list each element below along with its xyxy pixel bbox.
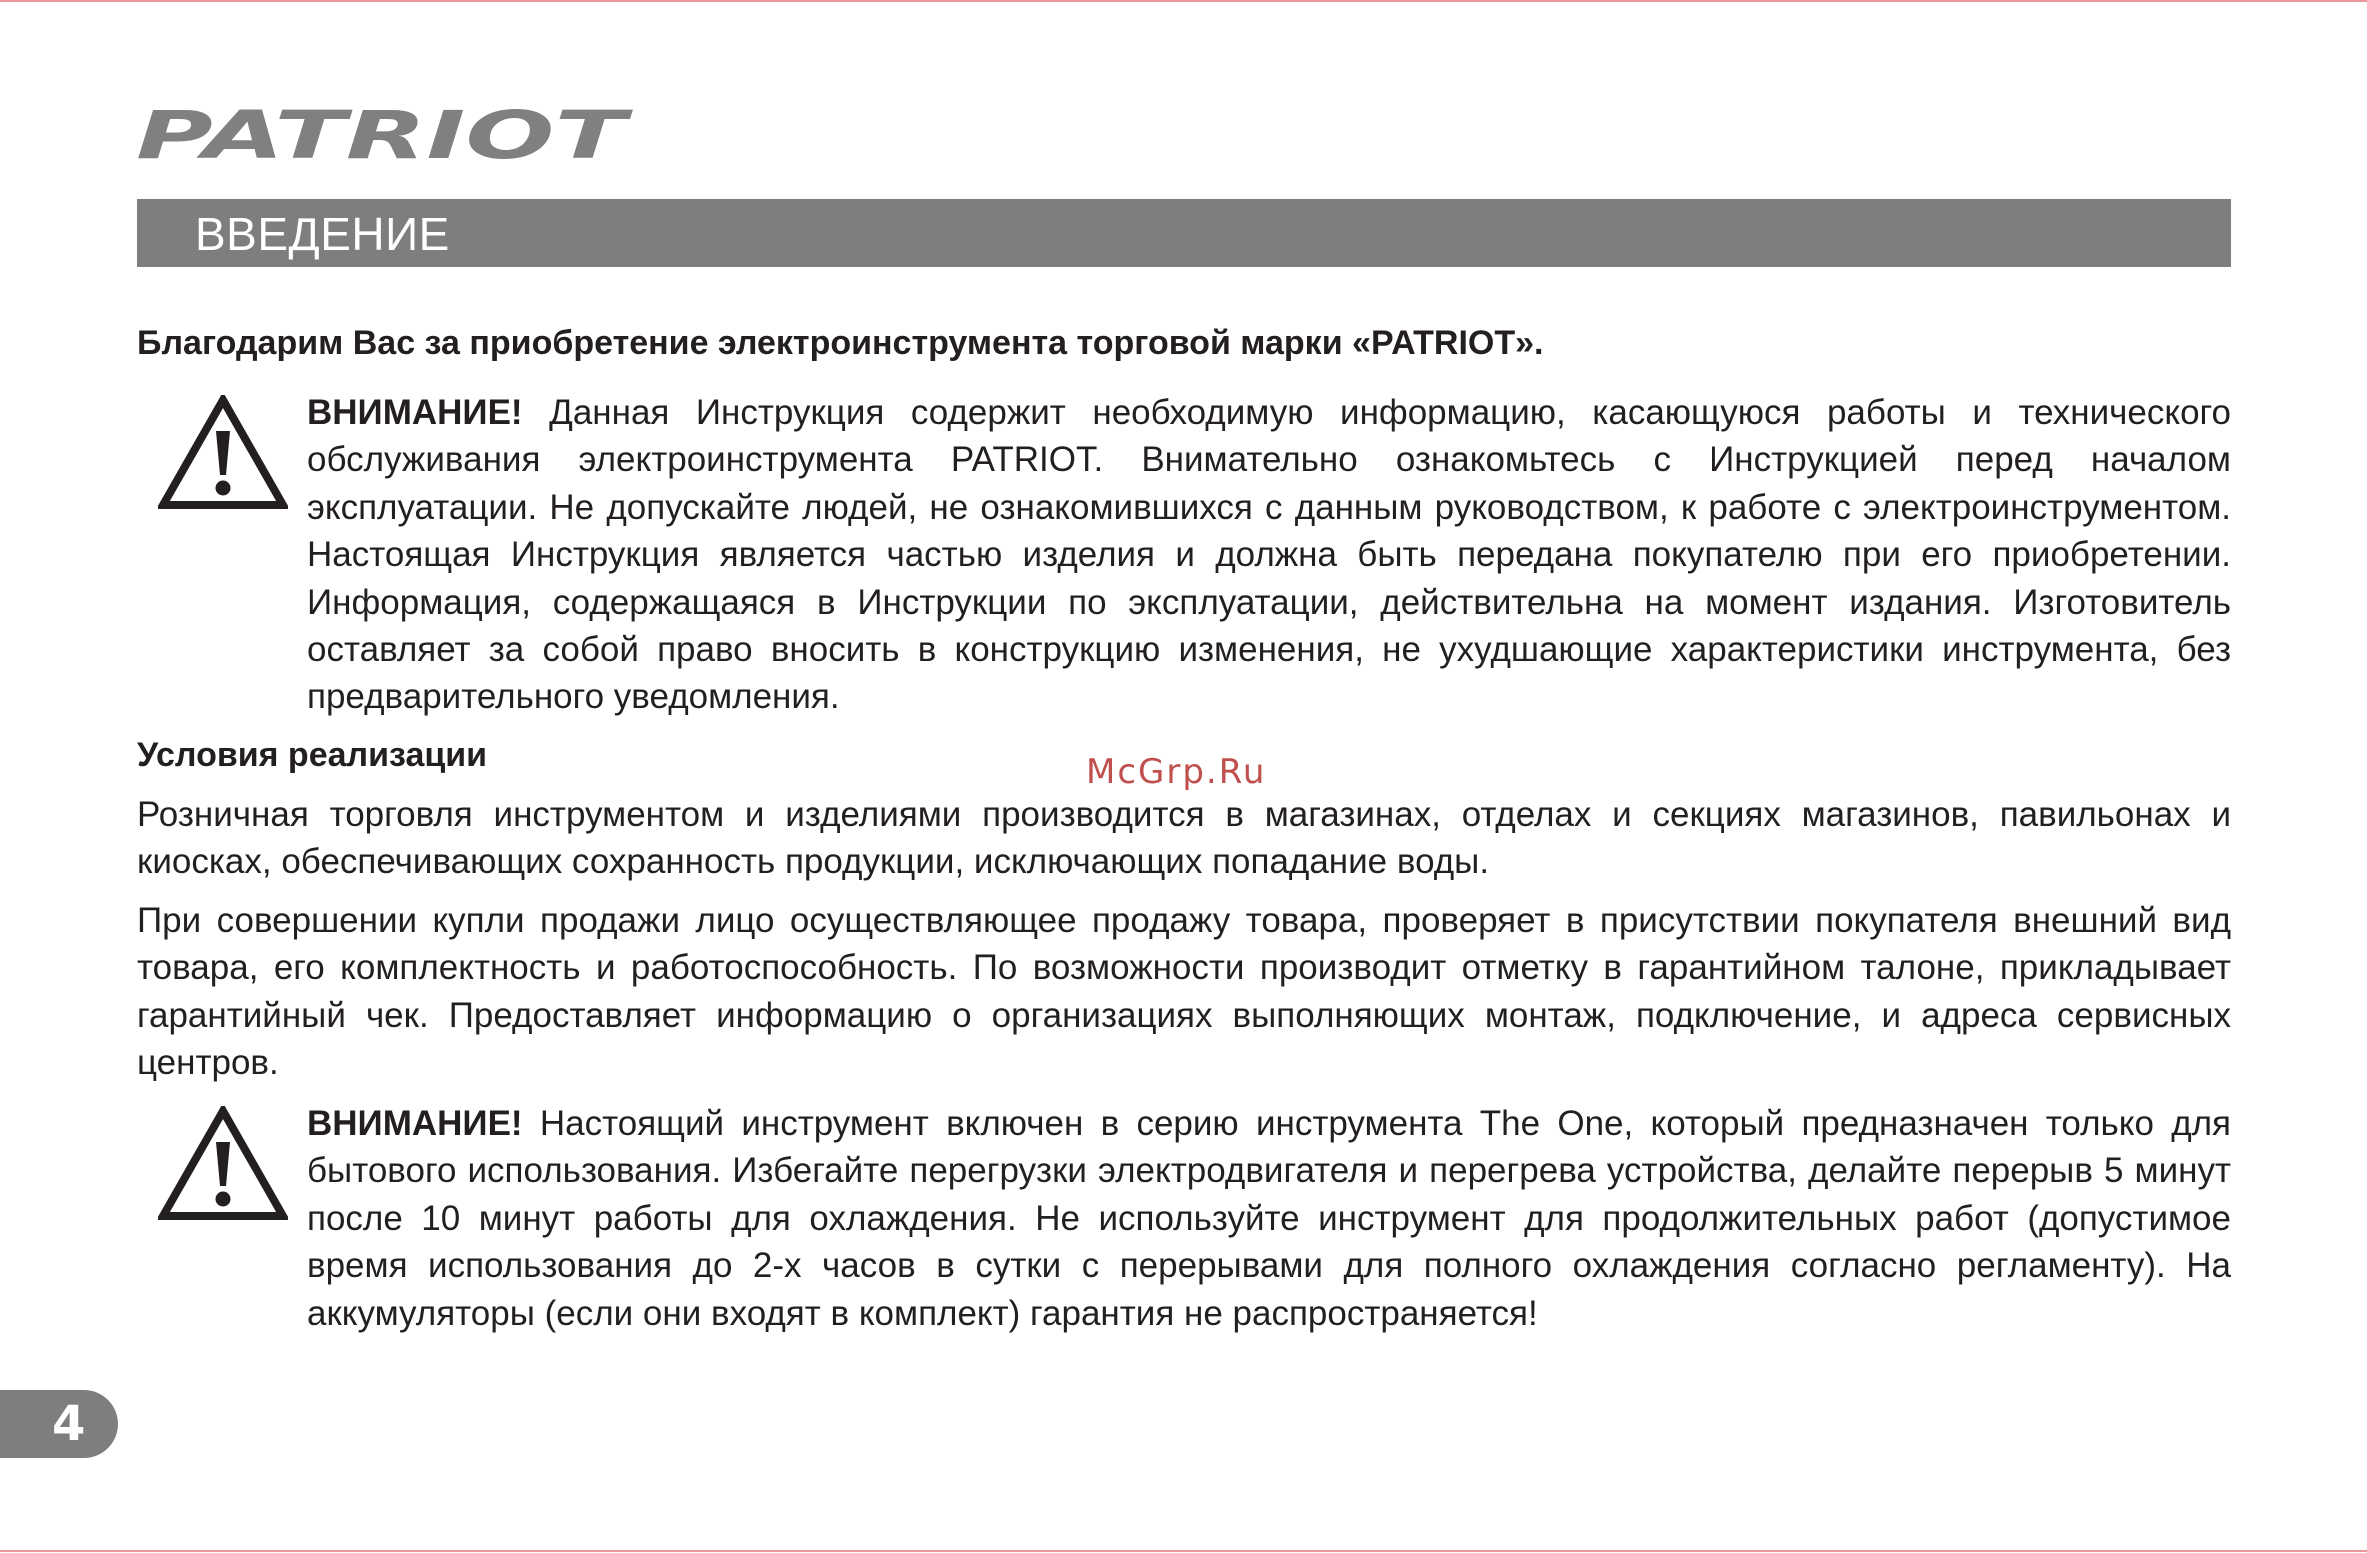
warning-text: Данная Инструкция содержит необходимую информацию, касающуюся работы и технического обслуживания электроинструмента PATRIOT. Внимательно ознакомьтесь с Инструкцией перед началом эксплуатации. Не допускайте людей, не ознакомившихся с данным руководством, к работе с электроинструментом. Настоящая Инструкция является частью изделия и должна быть передана покупателю при его приобретении. Информация, содержащаяся в Инструкции по эксплуатации, действительна на момент издания. Изготовитель оставляет за собой право вносить в конструкцию изменения, не ухудшающие характеристики инструмента, без предварительного уведомления. bbox=[307, 393, 2231, 717]
warning-label: ВНИМАНИЕ! bbox=[307, 1104, 523, 1143]
logo-text: PATRIOT bbox=[136, 97, 634, 169]
warning-block-2 bbox=[307, 1100, 2231, 1337]
sale-conditions-paragraph-2: При совершении купли продажи лицо осуществляющее продажу товара, проверяет в присутствии покупателя внешний вид товара, его комплектность и работоспособность. По возможности производит отметку в гарантийном талоне, прикладывает гарантийный чек. Предоставляет информацию о организациях выполняющих монтаж, подключение, и адреса сервисных центров. bbox=[137, 901, 2231, 1083]
warning-text: Настоящий инструмент включен в серию инструмента The One, который предназначен только для бытового использования. Избегайте перегрузки электродвигателя и перегрева устройства, делайте перерыв 5 минут после 10 минут работы для охлаждения. Не используйте инструмент для продолжительных работ (допустимое время использования до 2-х часов в сутки с перерывами для полного охлаждения согласно регламенту). На аккумуляторы (если они входят в комплект) гарантия не распространяется! bbox=[307, 1104, 2231, 1333]
page-number: 4 bbox=[52, 1396, 86, 1452]
lead-sentence: Благодарим Вас за приобретение электроинструмента торговой марки «PATRIOT». bbox=[137, 324, 1544, 362]
warning-block-1 bbox=[307, 389, 2231, 721]
top-rule bbox=[0, 0, 2367, 2]
sale-conditions-paragraph-1: Розничная торговля инструментом и изделиями производится в магазинах, отделах и секциях магазинов, павильонах и киосках, обеспечивающих сохранность продукции, исключающих попадание воды. bbox=[137, 795, 2231, 882]
section-title: ВВЕДЕНИЕ bbox=[195, 208, 450, 260]
watermark: McGrp.Ru bbox=[1086, 752, 1267, 792]
page-number-tab bbox=[0, 1390, 118, 1458]
sale-conditions-heading: Условия реализации bbox=[137, 736, 488, 774]
warning-triangle-icon bbox=[158, 395, 288, 511]
patriot-logo bbox=[136, 94, 636, 169]
warning-label: ВНИМАНИЕ! bbox=[307, 393, 523, 432]
warning-triangle-icon bbox=[158, 1106, 288, 1222]
section-header-bar bbox=[137, 199, 2231, 267]
bottom-rule bbox=[0, 1550, 2367, 1552]
